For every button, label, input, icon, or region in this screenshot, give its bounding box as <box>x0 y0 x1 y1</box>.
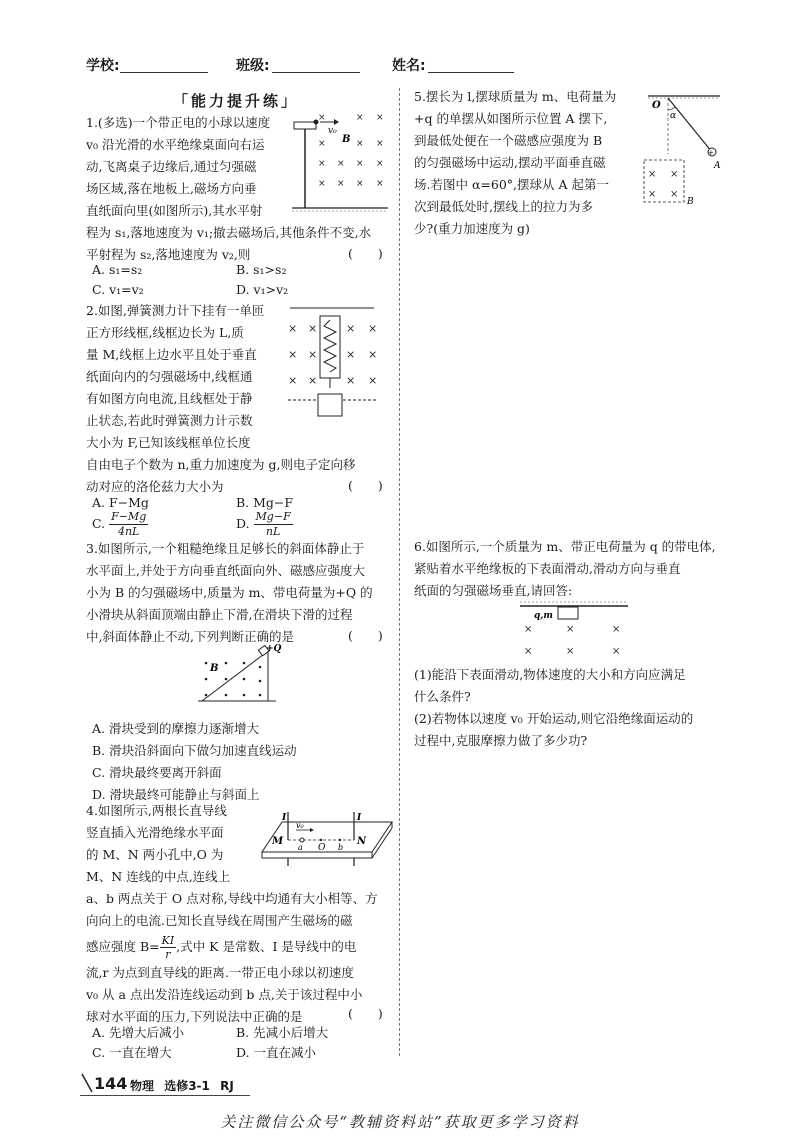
q6-figure <box>516 600 632 658</box>
q4-line: M、N 连线的中点,连线上 <box>86 869 231 884</box>
q5-line: 场.若图中 α=60°,摆球从 A 起第一 <box>414 177 609 192</box>
svg-text:×: × <box>346 348 356 361</box>
q3-line: 小滑块从斜面顶端由静止下滑,在滑块下滑的过程 <box>86 607 353 622</box>
svg-text:×: × <box>288 348 298 361</box>
q2-option-c-prefix: C. <box>92 516 106 531</box>
b-field-label: B <box>210 663 219 674</box>
a-point-label: A <box>714 161 721 171</box>
q1-option-c[interactable]: C. v₁=v₂ <box>92 282 144 297</box>
q4-line: 流,r 为点到直导线的距离.一带正电小球以初速度 <box>86 965 354 980</box>
svg-text:×: × <box>368 322 378 335</box>
b-field-label: B <box>687 197 694 207</box>
svg-text:×: × <box>376 139 384 149</box>
q3-option-b[interactable]: B. 滑块沿斜面向下做匀加速直线运动 <box>92 743 297 758</box>
class-field[interactable] <box>272 72 360 73</box>
svg-text:×: × <box>566 646 575 657</box>
table-top <box>294 122 316 129</box>
svg-text:×: × <box>376 113 384 123</box>
q2-line: 纸面向内的匀强磁场中,线框通 <box>86 369 253 384</box>
q2-figure <box>282 308 382 428</box>
charged-body <box>558 607 578 619</box>
q2-option-d-numerator: Mg−F <box>255 510 291 523</box>
svg-text:×: × <box>308 322 318 335</box>
q4-formula-numerator: KI <box>161 934 175 947</box>
current-label-1: I <box>282 813 287 823</box>
pivot-label: O <box>652 100 661 111</box>
q4-figure <box>256 810 394 868</box>
q4-option-a[interactable]: A. 先增大后减小 <box>92 1025 184 1040</box>
q1-line: 程为 s₁,落地速度为 v₁;撤去磁场后,其他条件不变,水 <box>86 225 372 240</box>
o-point <box>320 839 322 841</box>
q2-line: 止状态,若此时弹簧测力计示数 <box>86 413 253 428</box>
bob-plus: + <box>708 149 714 157</box>
q5-line: 少?(重力加速度为 g) <box>414 221 530 236</box>
current-label-2: I <box>357 813 362 823</box>
q5-line: 次到最低处时,摆线上的拉力为多 <box>414 199 593 214</box>
question-3 <box>86 538 388 648</box>
velocity-arrowhead <box>334 119 339 125</box>
q4-option-c[interactable]: C. 一直在增大 <box>92 1045 172 1060</box>
svg-text:×: × <box>308 348 318 361</box>
q6-sub-line: 过程中,克服摩擦力做了多少功? <box>414 733 588 748</box>
q3-options <box>92 718 297 806</box>
q2-line: 动对应的洛伦兹力大小为 <box>86 479 224 494</box>
pendulum-string <box>668 98 712 152</box>
q5-line: +q 的单摆从如图所示位置 A 摆下, <box>414 111 608 126</box>
q3-option-c[interactable]: C. 滑块最终要离开斜面 <box>92 765 222 780</box>
footer-book: 选修3-1 <box>164 1079 210 1093</box>
alpha-label: α <box>670 111 677 121</box>
q1-line: 场区域,落在地板上,磁场方向垂 <box>86 181 257 196</box>
section-title: 「能力提升练」 <box>172 92 299 110</box>
q2-option-d[interactable] <box>236 510 293 539</box>
q4-line: 球对水平面的压力,下列说法中正确的是 <box>86 1009 303 1024</box>
svg-text:×: × <box>318 139 326 149</box>
q4-option-b[interactable]: B. 先减小后增大 <box>236 1025 329 1040</box>
footer-book-info <box>130 1077 234 1094</box>
b-field-label: B <box>342 134 351 145</box>
svg-text:×: × <box>318 159 326 169</box>
q1-figure <box>292 108 392 218</box>
q6-sub-line: (2)若物体以速度 v₀ 开始运动,则它沿绝缘面运动的 <box>414 711 694 726</box>
q4-formula-suffix: ,式中 K 是常数、I 是导线中的电 <box>176 939 357 954</box>
svg-text:×: × <box>368 374 378 387</box>
svg-text:×: × <box>288 374 298 387</box>
svg-text:×: × <box>308 374 318 387</box>
svg-text:×: × <box>670 169 679 180</box>
q3-line: 小为 B 的匀强磁场中,质量为 m、带电荷量为+Q 的 <box>86 585 373 600</box>
b-label: b <box>338 843 344 852</box>
n-label: N <box>357 836 367 847</box>
question-6 <box>414 536 726 602</box>
svg-text:×: × <box>648 169 657 180</box>
q1-answer-bracket[interactable]: ( ) <box>348 246 383 261</box>
v0-label: v₀ <box>296 821 304 830</box>
q1-line: v₀ 沿光滑的水平绝缘桌面向右运 <box>86 137 265 152</box>
body-label: q,m <box>534 611 553 621</box>
m-label: M <box>272 836 284 847</box>
q1-line: 平射程为 s₂,落地速度为 v₂,则 <box>86 247 251 262</box>
q2-option-d-denominator: nL <box>265 525 281 538</box>
q6-subquestions <box>414 664 726 752</box>
incline <box>202 651 268 701</box>
q1-option-d[interactable]: D. v₁>v₂ <box>236 282 289 297</box>
q5-line: 到最低处便在一个磁感应强度为 B <box>414 133 603 148</box>
school-label: 学校: <box>86 58 120 74</box>
svg-text:×: × <box>356 179 364 189</box>
q6-sub-line: (1)能沿下表面滑动,物体速度的大小和方向应满足 <box>414 667 686 682</box>
column-divider <box>399 88 400 1056</box>
q4-line: 的 M、N 两小孔中,O 为 <box>86 847 224 862</box>
q2-answer-bracket[interactable]: ( ) <box>348 478 383 493</box>
footer-slash <box>80 1072 94 1094</box>
wire-frame <box>318 394 342 416</box>
q6-line: 6.如图所示,一个质量为 m、带正电荷量为 q 的带电体, <box>414 539 716 554</box>
svg-text:×: × <box>524 624 533 635</box>
q4-line: 竖直插入光滑绝缘水平面 <box>86 825 224 840</box>
q6-line: 紧贴着水平绝缘板的下表面滑动,滑动方向与垂直 <box>414 561 681 576</box>
q2-option-d-prefix: D. <box>236 516 250 531</box>
svg-text:×: × <box>356 159 364 169</box>
q4-formula-line <box>86 932 388 962</box>
q1-line: 1.(多选)一个带正电的小球以速度 <box>86 115 271 130</box>
footer-edition: RJ <box>220 1079 234 1093</box>
svg-text:×: × <box>346 322 356 335</box>
q2-line: 大小为 F,已知该线框单位长度 <box>86 435 251 450</box>
q4-answer-bracket[interactable]: ( ) <box>348 1006 383 1021</box>
q1-line: 动,飞离桌子边缘后,通过匀强磁 <box>86 159 257 174</box>
q2-line: 有如图方向电流,且线框处于静 <box>86 391 253 406</box>
footer-rule <box>80 1095 250 1096</box>
q4-line: a、b 两点关于 O 点对称,导线中均通有大小相等、方 <box>86 891 378 906</box>
q3-line: 3.如图所示,一个粗糙绝缘且足够长的斜面体静止于 <box>86 541 365 556</box>
q3-option-a[interactable]: A. 滑块受到的摩擦力逐渐增大 <box>92 721 259 736</box>
q3-option-d[interactable]: D. 滑块最终可能静止与斜面上 <box>92 787 260 802</box>
school-field[interactable] <box>120 72 208 73</box>
q2-option-c-denominator: 4nL <box>117 525 140 538</box>
q3-answer-bracket[interactable]: ( ) <box>348 628 383 643</box>
q3-figure <box>198 643 282 705</box>
svg-text:×: × <box>318 113 326 123</box>
a-label: a <box>298 843 303 852</box>
q2-option-b[interactable]: B. Mg−F <box>236 495 294 510</box>
page-number: 144 <box>94 1074 128 1093</box>
q4-line: v₀ 从 a 点出发沿连线运动到 b 点,关于该过程中小 <box>86 987 363 1002</box>
svg-text:×: × <box>337 159 345 169</box>
q2-option-c-numerator: F−Mg <box>111 510 147 523</box>
q2-option-c[interactable] <box>92 510 148 539</box>
plane-edge <box>262 852 372 858</box>
q3-line: 中,斜面体静止不动,下列判断正确的是 <box>86 629 294 644</box>
q2-line: 正方形线框,线框边长为 L,质 <box>86 325 244 340</box>
q1-option-b[interactable]: B. s₁>s₂ <box>236 262 287 277</box>
b-point <box>339 839 341 841</box>
q2-line: 2.如图,弹簧测力计下挂有一单匝 <box>86 303 265 318</box>
svg-text:×: × <box>376 159 384 169</box>
q4-line: 向向上的电流.已知长直导线在周围产生磁场的磁 <box>86 913 353 928</box>
svg-text:×: × <box>376 179 384 189</box>
svg-text:×: × <box>566 624 575 635</box>
q2-option-a[interactable]: A. F−Mg <box>92 495 149 510</box>
q1-line: 直纸面向里(如图所示),其水平射 <box>86 203 263 218</box>
angle-arc <box>668 107 675 110</box>
q5-figure <box>640 84 724 208</box>
q5-line: 的匀强磁场中运动,摆动平面垂直磁 <box>414 155 606 170</box>
question-5 <box>414 86 640 240</box>
q4-line: 4.如图所示,两根长直导线 <box>86 803 227 818</box>
charged-ball <box>300 838 304 842</box>
q1-option-a[interactable]: A. s₁=s₂ <box>92 262 143 277</box>
field-crosses <box>648 169 678 200</box>
svg-text:×: × <box>337 179 345 189</box>
field-crosses <box>318 113 384 189</box>
svg-text:×: × <box>612 646 621 657</box>
class-label: 班级: <box>236 58 270 74</box>
svg-text:×: × <box>318 179 326 189</box>
field-crosses <box>524 624 620 657</box>
svg-text:×: × <box>356 113 364 123</box>
svg-text:×: × <box>368 348 378 361</box>
q4-formula-prefix: 感应强度 B= <box>86 939 160 954</box>
v0-label: v₀ <box>328 126 337 136</box>
q3-line: 水平面上,并处于方向垂直纸面向外、磁感应强度大 <box>86 563 365 578</box>
wechat-note: 关注微信公众号“教辅资料站”获取更多学习资料 <box>220 1113 580 1131</box>
q6-line: 纸面的匀强磁场垂直,请回答: <box>414 583 573 598</box>
q5-line: 5.摆长为 l,摆球质量为 m、电荷量为 <box>414 89 617 104</box>
q4-formula-denominator: r <box>165 948 171 961</box>
svg-text:×: × <box>524 646 533 657</box>
charge-label: +Q <box>266 644 282 654</box>
q2-line: 自由电子个数为 n,重力加速度为 g,则电子定向移 <box>86 457 356 472</box>
svg-text:×: × <box>288 322 298 335</box>
footer-subject: 物理 <box>130 1079 155 1093</box>
q2-line: 量 M,线框上边水平且处于垂直 <box>86 347 257 362</box>
name-field[interactable] <box>428 72 514 73</box>
svg-text:×: × <box>612 624 621 635</box>
svg-text:×: × <box>346 374 356 387</box>
q6-sub-line: 什么条件? <box>414 689 471 704</box>
q4-option-d[interactable]: D. 一直在减小 <box>236 1045 317 1060</box>
svg-text:×: × <box>356 139 364 149</box>
name-label: 姓名: <box>392 58 426 74</box>
o-label: O <box>318 843 326 853</box>
svg-text:×: × <box>648 189 657 200</box>
spring <box>324 320 336 372</box>
svg-text:×: × <box>670 189 679 200</box>
